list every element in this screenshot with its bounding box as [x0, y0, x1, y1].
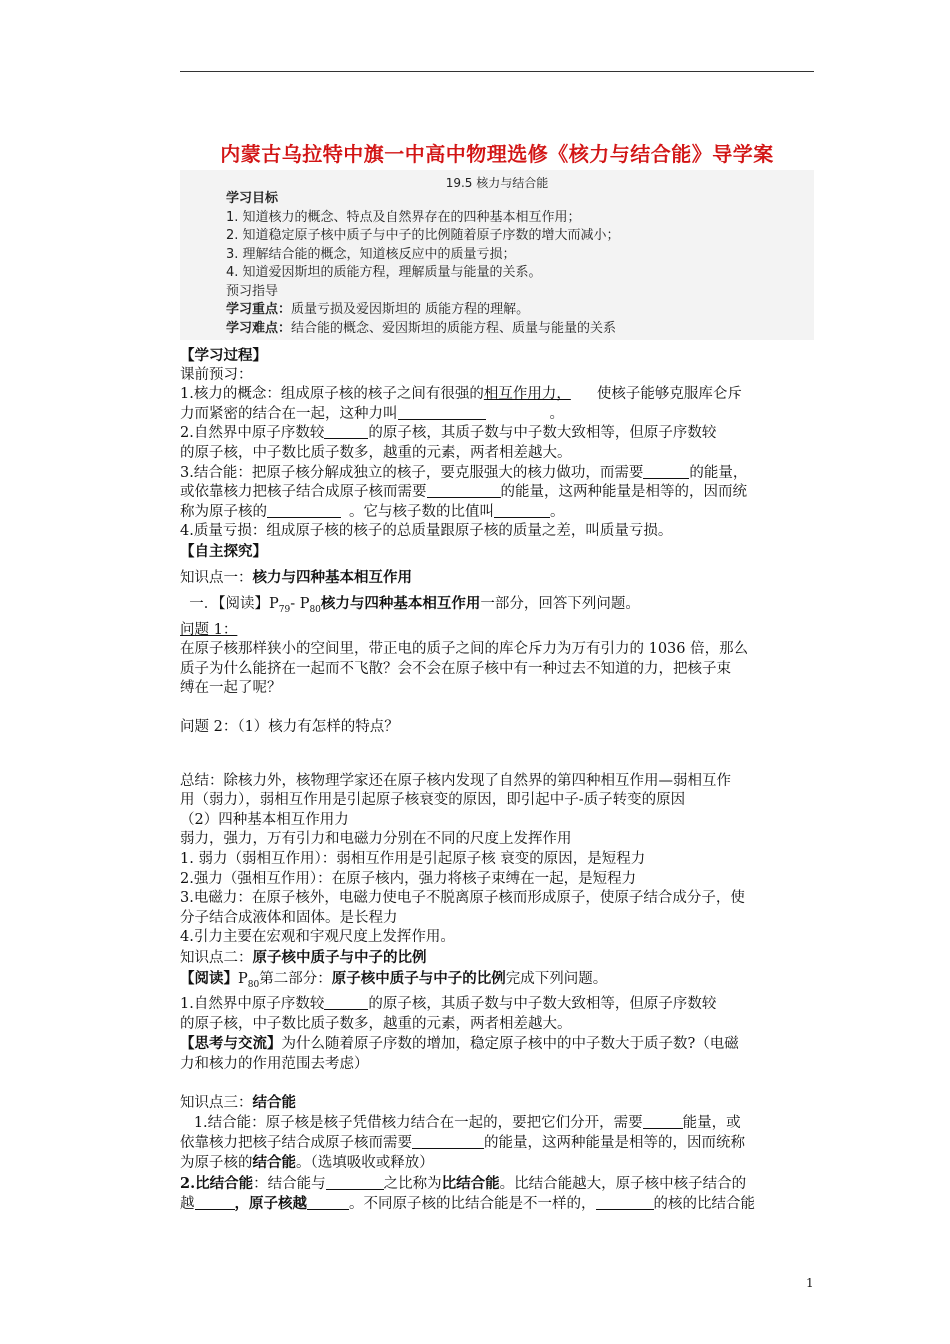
page-number: 1 [806, 1276, 814, 1290]
bold-text: ，原子核越 [234, 1195, 307, 1213]
preview-item-3 [180, 464, 820, 484]
kp3-item-1 [180, 1114, 820, 1134]
fill-blank[interactable] [267, 503, 341, 518]
objectives-image-box [180, 170, 814, 340]
box-subtitle: 19.5 核力与结合能 [445, 176, 549, 190]
preview-label: 课前预习： [180, 366, 253, 383]
forces-intro: 弱力，强力，万有引力和电磁力分别在不同的尺度上发挥作用 [180, 831, 572, 848]
summary-line: 用（弱力），弱相互作用是引起原子核衰变的原因，即引起中子-质子转变的原因 [180, 792, 686, 809]
text: 3.结合能：把原子核分解成独立的核子，要克服强大的核力做功，而需要 [180, 464, 644, 481]
text: 知识点一： [180, 569, 253, 586]
text: 第二部分： [259, 970, 332, 987]
kp3-item-2 [180, 1174, 820, 1195]
text: 1.自然界中原子序数较 [180, 996, 325, 1012]
reading-instruction-2 [180, 969, 820, 995]
summary-line: 总结：除核力外，核物理学家还在原子核内发现了自然界的第四种相互作用—弱相互作 [180, 772, 731, 789]
question-1-text: 质子为什么能挤在一起而不飞散？会不会在原子核中有一种过去不知道的力，把核子束 [180, 660, 731, 677]
text: 知识点二： [180, 949, 253, 966]
preview-item-2-cont: 的原子核，中子数比质子数多，越重的元素，两者相差越大。 [180, 444, 572, 461]
text: - P [290, 596, 310, 613]
section-heading-process: 【学习过程】 [180, 347, 267, 364]
text: 的原子核，其质子数与中子数大致相等，但原子序数较 [368, 996, 717, 1012]
fill-blank[interactable] [398, 405, 486, 420]
text: 。（选填吸收或释放） [296, 1155, 434, 1172]
bold-text: 【阅读】 [180, 969, 238, 987]
text: 的能量，这两种能量是相等的，因而统 [500, 484, 747, 501]
text: 的原子核，其质子数与中子数大致相等，但原子序数较 [368, 425, 717, 442]
goal-item: 4. 知道爱因斯坦的质能方程，理解质量与能量的关系。 [226, 265, 542, 280]
fill-blank[interactable] [326, 1175, 384, 1190]
text: 。比结合能越大，原子核中核子结合的 [499, 1175, 747, 1192]
knowledge-point-2 [180, 948, 820, 969]
fill-blank[interactable] [307, 1195, 349, 1210]
subheading-forces: （2）四种基本相互作用力 [180, 811, 349, 828]
text: 或依靠核力把核子结合成原子核而需要 [180, 484, 427, 501]
force-item-cont: 分子结合成液体和固体。是长程力 [180, 909, 398, 926]
text: 。 [549, 405, 564, 422]
preview-item-4: 4.质量亏损：组成原子核的核子的总质量跟原子核的质量之差，叫质量亏损。 [180, 523, 673, 540]
text: 为原子核的 [180, 1155, 253, 1172]
kp-title: 结合能 [252, 1094, 296, 1112]
preview-item-2 [180, 424, 820, 444]
document-body [180, 346, 820, 1215]
think-and-discuss [180, 1034, 820, 1055]
text: 完成下列问题。 [505, 970, 608, 987]
difficulty-text: 结合能的概念、爱因斯坦的质能方程、质量与能量的关系 [291, 320, 617, 336]
fill-blank[interactable] [324, 995, 368, 1010]
preview-item-3-cont [180, 483, 820, 503]
text: 的能量，这两种能量是相等的，因而统称 [484, 1134, 745, 1151]
fill-blank[interactable] [494, 503, 550, 518]
question-1-text: 在原子核那样狭小的空间里，带正电的质子之间的库仑斥力为万有引力的 1036 倍，那么 [180, 641, 749, 658]
text: P [238, 970, 248, 987]
question-1-text: 缚在一起了呢？ [180, 680, 282, 697]
question-1-label: 问题 1： [180, 621, 238, 638]
kp3-item-1-cont2 [180, 1153, 820, 1174]
force-item: 2.强力（强相互作用）：在原子核内，强力将核子束缚在一起，是短程力 [180, 870, 637, 887]
goal-item: 1. 知道核力的概念、特点及自然界存在的四种基本相互作用； [226, 209, 581, 225]
kp3-item-2-cont [180, 1194, 820, 1215]
text: 一部分，回答下列问题。 [480, 596, 640, 613]
bold-text: 结合能 [252, 1154, 296, 1172]
text: 1.结合能：原子核是核子凭借核力结合在一起的，要把它们分开，需要 [193, 1114, 643, 1131]
difficulty-label: 学习难点： [226, 320, 292, 336]
text: 称为原子核的 [180, 503, 267, 520]
key-text: 质量亏损及爱因斯坦的 质能方程的理解。 [291, 302, 530, 317]
bold-text: 【思考与交流】 [180, 1035, 282, 1053]
knowledge-point-1 [180, 568, 820, 589]
think-and-discuss-cont: 力和核力的作用范围去考虑） [180, 1055, 369, 1072]
knowledge-point-3 [180, 1093, 820, 1114]
text: 1.核力的概念：组成原子核的核子之间有很强的 [180, 386, 484, 403]
kp3-item-1-cont [180, 1134, 820, 1154]
difficulty-line [226, 320, 620, 339]
page-sub: 79 [278, 605, 291, 616]
preview-item-3-cont2 [180, 503, 820, 523]
text: 依靠核力把核子结合成原子核而需要 [180, 1134, 412, 1151]
kp2-item-1-cont: 的原子核，中子数比质子数多，越重的元素，两者相差越大。 [180, 1015, 572, 1032]
kp-title: 核力与四种基本相互作用 [252, 568, 412, 586]
question-2: 问题 2：（1）核力有怎样的特点？ [180, 718, 399, 735]
text: 为什么随着原子序数的增加，稳定原子核中的中子数大于质子数?（电磁 [281, 1036, 739, 1053]
text: 一．【阅读】P [189, 596, 279, 613]
goal-heading: 学习目标 [226, 191, 279, 206]
page-sub: 80 [247, 979, 260, 990]
preview-item-1-cont [180, 405, 820, 425]
bold-text: 2.比结合能 [180, 1174, 254, 1192]
text: 。不同原子核的比结合能是不一样的， [349, 1196, 596, 1213]
fill-blank[interactable] [195, 1195, 235, 1210]
bold-text: 原子核中质子与中子的比例 [331, 969, 506, 987]
text: 。 [550, 503, 565, 520]
fill-blank[interactable] [324, 424, 368, 439]
text: 越 [180, 1196, 195, 1213]
bold-text: 核力与四种基本相互作用 [320, 595, 481, 613]
kp2-item-1 [180, 995, 820, 1015]
fill-blank[interactable] [596, 1195, 654, 1210]
key-label: 学习重点： [226, 302, 292, 317]
box-lines [226, 190, 620, 338]
force-item: 4.引力主要在宏观和宇观尺度上发挥作用。 [180, 929, 455, 946]
text: ：结合能与 [253, 1175, 326, 1192]
document-title: 内蒙古乌拉特中旗一中高中物理选修《核力与结合能》导学案 [220, 142, 774, 166]
key-point-line [226, 301, 620, 320]
force-item: 1. 弱力（弱相互作用）：弱相互作用是引起原子核 衰变的原因，是短程力 [180, 850, 646, 867]
fill-blank[interactable] [412, 1134, 484, 1149]
goal-item: 3. 理解结合能的概念，知道核反应中的质量亏损； [226, 246, 516, 262]
header-rule [180, 71, 814, 72]
text: 2.自然界中原子序数较 [180, 425, 325, 442]
kp-title: 原子核中质子与中子的比例 [252, 948, 427, 966]
text: 。它与核子数的比值叫 [349, 503, 494, 520]
force-item: 3.电磁力：在原子核外，电磁力使电子不脱离原子核而形成原子，使原子结合成分子，使 [180, 890, 745, 907]
text: 的核的比结合能 [653, 1196, 755, 1213]
preview-item-1 [180, 385, 820, 405]
fill-blank[interactable] [643, 1114, 683, 1129]
reading-instruction-1 [180, 594, 820, 620]
text: 之比称为 [383, 1175, 442, 1192]
text: 力而紧密的结合在一起，这种力叫 [180, 405, 398, 422]
page-sub: 80 [309, 605, 321, 616]
preview-guide: 预习指导 [226, 283, 279, 299]
text: 能量，或 [682, 1114, 741, 1131]
fill-blank[interactable] [643, 464, 689, 479]
text: 的能量， [689, 464, 748, 481]
text: 使核子能够克服库仑斥 [596, 386, 742, 403]
bold-text: 比结合能 [441, 1174, 500, 1192]
section-heading-explore: 【自主探究】 [180, 542, 267, 560]
fill-blank[interactable] [427, 483, 501, 498]
goal-item: 2. 知道稳定原子核中质子与中子的比例随着原子序数的增大而减小； [226, 228, 620, 243]
text: 知识点三： [180, 1095, 253, 1112]
underlined-answer: 相互作用力， [483, 386, 571, 403]
